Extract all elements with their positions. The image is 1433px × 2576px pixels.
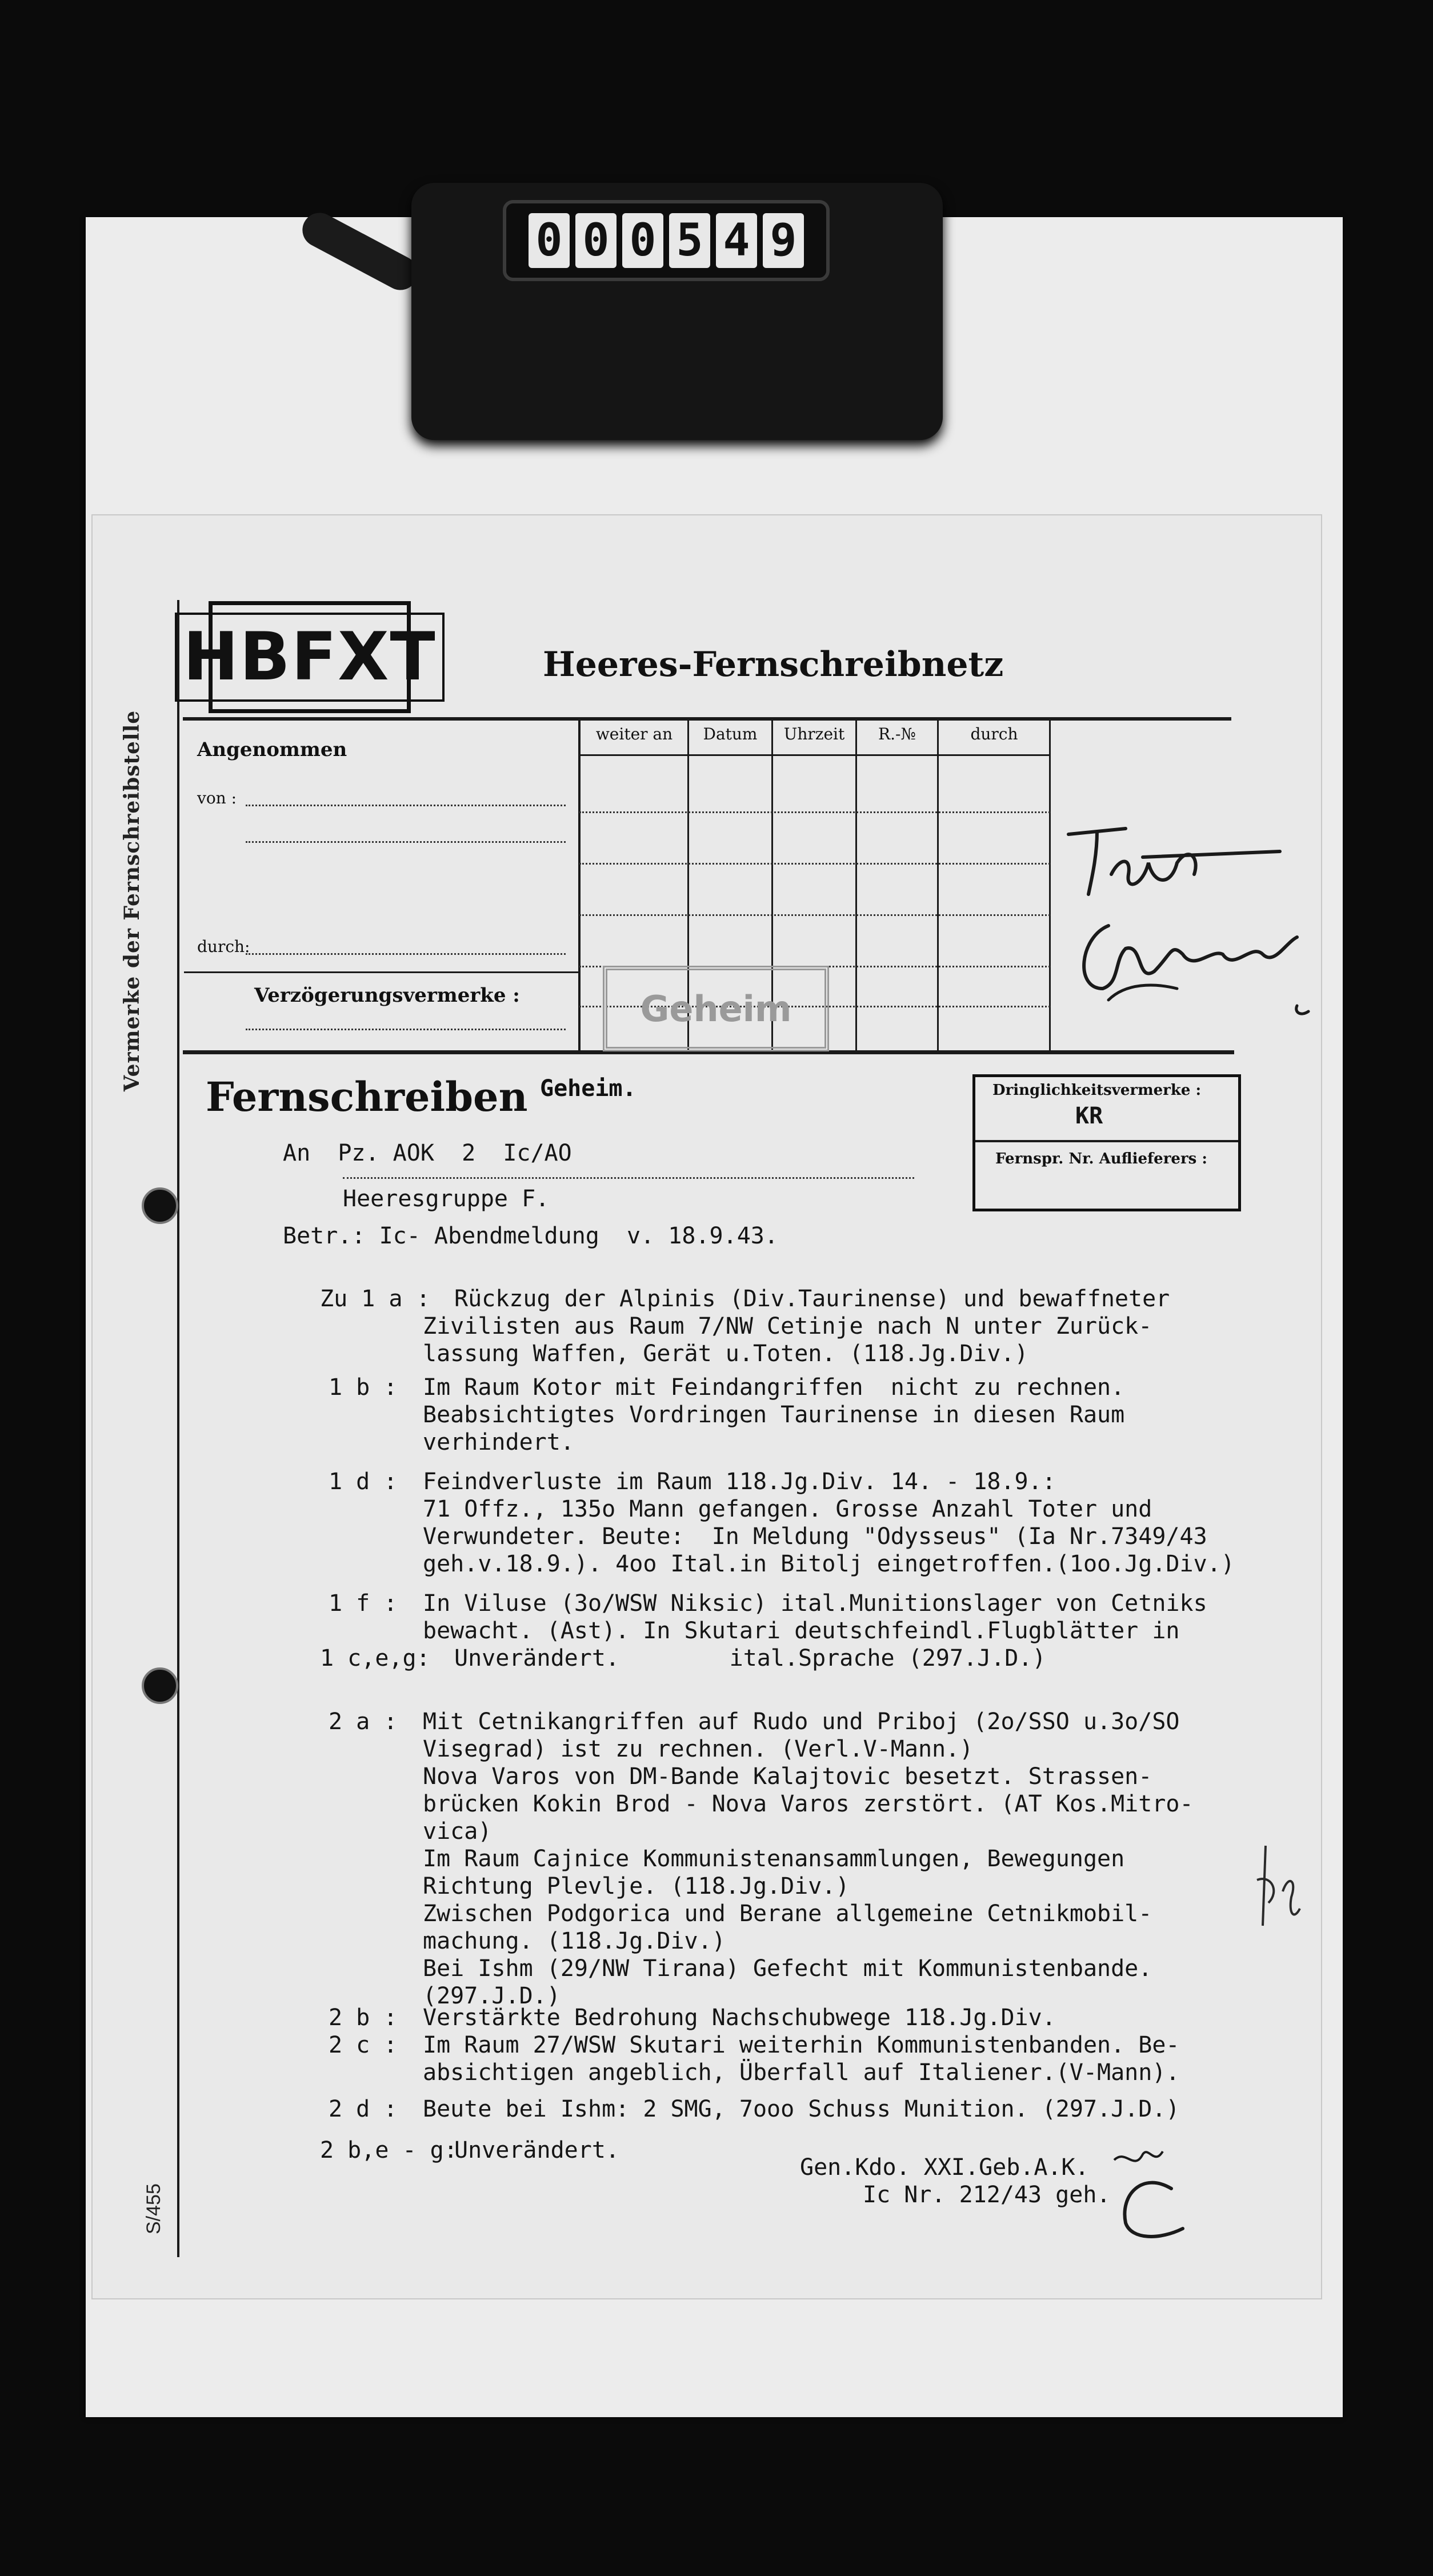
column-head: Uhrzeit <box>783 725 845 743</box>
message-line: Nova Varos von DM-Bande Kalajtovic besetzt. Strassen- <box>423 1763 1152 1790</box>
message-line: Feindverluste im Raum 118.Jg.Div. 14. - 18.9.: <box>423 1469 1056 1495</box>
grid-line <box>1049 719 1051 1051</box>
message-line: vica) <box>423 1818 492 1845</box>
message-line: Visegrad) ist zu rechnen. (Verl.V-Mann.) <box>423 1736 974 1762</box>
fernspr-label: Fernspr. Nr. Auflieferers : <box>995 1150 1207 1167</box>
counter-digit: 5 <box>669 213 710 268</box>
message-line: Bei Ishm (29/NW Tirana) Gefecht mit Kommunistenbande. <box>423 1955 1152 1982</box>
message-line: Beute bei Ishm: 2 SMG, 7ooo Schuss Munition. (297.J.D.) <box>423 2096 1180 2122</box>
message-line: Verstärkte Bedrohung Nachschubwege 118.Jg.Div. <box>423 2005 1056 2031</box>
paragraph-key: 2 b,e - g: <box>320 2137 458 2163</box>
counter-digit: 4 <box>716 213 757 268</box>
message-line: bewacht. (Ast). In Skutari deutschfeindl.Flugblätter in <box>423 1618 1180 1644</box>
message-line: geh.v.18.9.). 4oo Ital.in Bitolj eingetroffen.(1oo.Jg.Div.) <box>423 1551 1235 1577</box>
column-head: R.-№ <box>878 725 916 743</box>
message-line: verhindert. <box>423 1429 574 1455</box>
side-label: Vermerke der Fernschreibstelle <box>120 710 144 1091</box>
column-head: Datum <box>703 725 758 743</box>
handwritten-initial <box>1103 2149 1200 2246</box>
geheim-stamp: Geheim <box>603 966 829 1051</box>
dringlichkeit-label: Dringlichkeitsvermerke : <box>992 1082 1202 1099</box>
column-head: durch <box>970 725 1018 743</box>
verzoegerung-dotline <box>246 1029 566 1030</box>
paragraph-key: 1 d : <box>329 1469 398 1495</box>
message-line: Beabsichtigtes Vordringen Taurinense in diesen Raum <box>423 1402 1125 1428</box>
network-title: Heeres-Fernschreibnetz <box>543 645 1004 685</box>
grid-line <box>937 719 939 1051</box>
paragraph-key: 2 d : <box>329 2096 398 2122</box>
message-line: Zivilisten aus Raum 7/NW Cetinje nach N unter Zurück- <box>423 1313 1152 1339</box>
message-line: Verwundeter. Beute: In Meldung "Odysseus" (Ia Nr.7349/43 <box>423 1523 1207 1550</box>
von-dotline <box>246 805 566 806</box>
message-line: Unverändert. ital.Sprache (297.J.D.) <box>454 1645 1046 1671</box>
message-line: Rückzug der Alpinis (Div.Taurinense) und bewaffneter <box>454 1286 1170 1312</box>
message-line: absichtigen angeblich, Überfall auf Italiener.(V-Mann). <box>423 2059 1180 2086</box>
message-recipient-2: Heeresgruppe F. <box>343 1186 550 1212</box>
grid-dotline <box>579 863 1050 865</box>
counter-digit: 0 <box>622 213 663 268</box>
message-line: Richtung Plevlje. (118.Jg.Div.) <box>423 1873 850 1899</box>
column-head: weiter an <box>595 725 673 743</box>
grid-line <box>578 719 581 1051</box>
message-subject: Betr.: Ic- Abendmeldung v. 18.9.43. <box>283 1223 778 1249</box>
box-rule <box>975 1140 1238 1142</box>
counter-digit: 0 <box>575 213 617 268</box>
paragraph-key: 1 c,e,g: <box>320 1645 430 1671</box>
message-line: Unverändert. <box>454 2137 619 2163</box>
counter-digit: 9 <box>763 213 804 268</box>
form-code: S/455 <box>143 2183 165 2234</box>
punch-hole <box>142 1187 178 1224</box>
message-line: brücken Kokin Brod - Nova Varos zerstört. (AT Kos.Mitro- <box>423 1791 1194 1817</box>
form-rule <box>184 971 578 973</box>
message-recipient: An Pz. AOK 2 Ic/AO <box>283 1140 572 1166</box>
fernschreiben-title: Fernschreiben <box>206 1073 528 1121</box>
verzoegerung-label: Verzögerungsvermerke : <box>254 984 520 1007</box>
grid-dotline <box>579 914 1050 916</box>
message-line: Im Raum Kotor mit Feindangriffen nicht zu rechnen. <box>423 1374 1125 1401</box>
signature-unit: Gen.Kdo. XXI.Geb.A.K. <box>800 2154 1089 2181</box>
recipient-dotline <box>343 1177 914 1179</box>
von-label: von : <box>197 789 237 807</box>
counter-digit: 0 <box>529 213 570 268</box>
durch-dotline <box>246 953 566 955</box>
signature-ref: Ic Nr. 212/43 geh. <box>863 2182 1111 2208</box>
hbfxt-logo <box>183 601 437 713</box>
grid-line <box>579 754 1050 756</box>
message-line: (297.J.D.) <box>423 1983 561 2009</box>
paragraph-key: 2 b : <box>329 2005 398 2031</box>
message-line: lassung Waffen, Gerät u.Toten. (118.Jg.Div.) <box>423 1341 1028 1367</box>
margin-line <box>177 600 179 2257</box>
message-line: Im Raum Cajnice Kommunistenansammlungen, Bewegungen <box>423 1846 1125 1872</box>
paragraph-key: 2 c : <box>329 2032 398 2058</box>
paragraph-key: 1 b : <box>329 1374 398 1401</box>
message-line: In Viluse (3o/WSW Niksic) ital.Munitionslager von Cetniks <box>423 1590 1207 1617</box>
grid-dotline <box>579 811 1050 813</box>
logo-text: HBFXT <box>175 613 444 702</box>
message-line: Zwischen Podgorica und Berane allgemeine Cetnikmobil- <box>423 1901 1152 1927</box>
durch-label: durch: <box>197 937 250 956</box>
message-line: Mit Cetnikangriffen auf Rudo und Priboj (2o/SSO u.3o/SO <box>423 1709 1180 1735</box>
message-line: Im Raum 27/WSW Skutari weiterhin Kommunistenbanden. Be- <box>423 2032 1180 2058</box>
frame-counter <box>503 200 830 281</box>
header-rule <box>183 717 1231 721</box>
handwritten-margin-note <box>1248 1840 1306 1943</box>
message-line: machung. (118.Jg.Div.) <box>423 1928 726 1954</box>
paragraph-key: 1 f : <box>329 1590 398 1617</box>
message-line: 71 Offz., 135o Mann gefangen. Grosse Anzahl Toter und <box>423 1496 1152 1522</box>
paragraph-key: Zu 1 a : <box>320 1286 430 1312</box>
handwritten-signature <box>1057 800 1320 1029</box>
paragraph-key: 2 a : <box>329 1709 398 1735</box>
dringlichkeit-box <box>972 1074 1241 1211</box>
dringlichkeit-value: KR <box>1075 1103 1103 1129</box>
angenommen-label: Angenommen <box>197 738 347 761</box>
grid-line <box>855 719 857 1051</box>
punch-hole <box>142 1667 178 1704</box>
geheim-note: Geheim. <box>540 1075 637 1102</box>
von-dotline-2 <box>246 841 566 843</box>
